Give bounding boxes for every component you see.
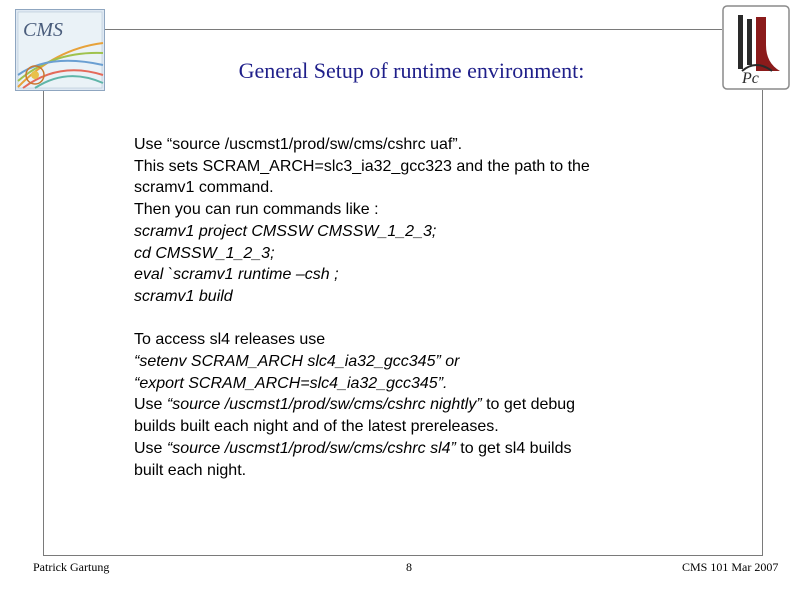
text-fragment: Use [134, 396, 167, 414]
command-line: scramv1 build [134, 287, 233, 305]
text-fragment: Use [134, 439, 167, 457]
frame-right-line [762, 90, 763, 556]
frame-bottom-line [43, 555, 763, 556]
sl4-paragraph [134, 329, 734, 481]
text-fragment: to get sl4 builds [455, 439, 572, 457]
text-fragment: to get debug [481, 396, 576, 414]
frame-left-line [43, 90, 44, 556]
command-line: cd CMSSW_1_2_3; [134, 244, 275, 262]
command-fragment: “source /uscmst1/prod/sw/cms/cshrc sl4” [166, 439, 456, 457]
slide-title: General Setup of runtime environment: [238, 58, 585, 83]
frame-top-line [104, 29, 722, 30]
text-line: scramv1 command. [134, 179, 274, 197]
command-line: “export SCRAM_ARCH=slc4_ia32_gcc345”. [134, 374, 448, 392]
footer-event: CMS 101 Mar 2007 [682, 560, 779, 574]
text-line: This sets SCRAM_ARCH=slc3_ia32_gcc323 and the path to the [134, 157, 590, 175]
svg-text:Pc: Pc [742, 70, 759, 87]
text-line [134, 438, 734, 460]
footer-author: Patrick Gartung [33, 560, 110, 574]
text-line: built each night. [134, 461, 247, 479]
slide-body [134, 134, 734, 481]
text-line: builds built each night and of the latest prereleases. [134, 418, 499, 436]
text-line: To access sl4 releases use [134, 331, 326, 349]
text-line: Then you can run commands like : [134, 201, 379, 219]
command-line: eval `scramv1 runtime –csh ; [134, 266, 339, 284]
command-line: scramv1 project CMSSW CMSSW_1_2_3; [134, 222, 437, 240]
footer-page-number: 8 [406, 560, 412, 574]
cms-logo-text: CMS [23, 19, 63, 41]
text-line: Use “source /uscmst1/prod/sw/cms/cshrc uaf”. [134, 136, 463, 153]
text-line [134, 394, 734, 416]
setup-paragraph [134, 134, 734, 308]
command-fragment: “source /uscmst1/prod/sw/cms/cshrc nightly” [166, 396, 482, 414]
command-line: “setenv SCRAM_ARCH slc4_ia32_gcc345” or [134, 353, 460, 371]
